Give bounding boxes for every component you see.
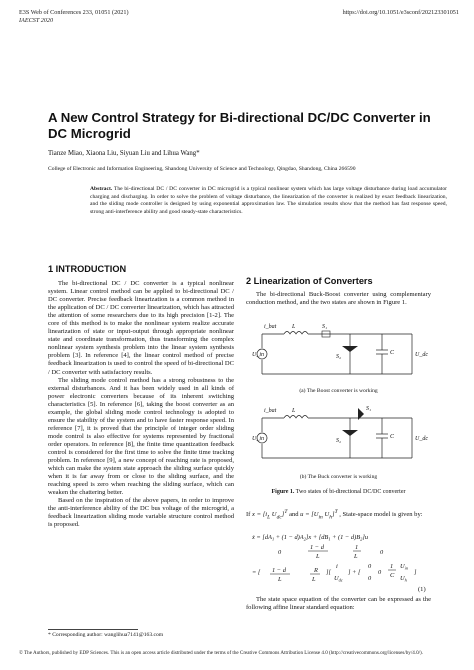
state-space-equation [250,530,435,592]
svg-text:C: C [390,572,395,579]
label-inductor: L [292,324,296,330]
svg-text:i: i [336,563,338,570]
introduction-body [48,280,234,529]
label-s1: S₁ [322,324,328,330]
svg-text:0: 0 [378,569,382,576]
abstract-text: The bi-directional DC / DC converter in DC microgrid is a typical nonlinear system which has large voltage disturbance during load accumulator charging and discharging. In order to solve the problem of voltage disturbance, the linearization of the converter is realized by exact feedback linearization, and the sliding mode controller is designed by using exponential approximation law. The simulation results show that the method has fast response speed, strong anti-interference ability and good steady-state characteristics. [90,186,447,215]
paragraph: The bi-directional DC / DC converter is a typical nonlinear system. Linear control method can be applied to bi-directional DC / DC converter. Precise feedback linearization is a common method in the application of DC / DC converter linearization, which has attracted the attention of some researchers due to its high precision [1-2]. The core of this method is to make the nonlinear system realize accurate linearization of state or input-output through appropriate nonlinear state and coordinate transformation, thus transforming the complex nonlinear system synthesis problem into the linear system synthesis problem [3]. In reference [4], the linear control method of precise feedback linearization is used to control the speed of bi-directional DC / DC converter with satisfactory results. [48,280,234,376]
svg-text:L: L [354,553,358,560]
label-uin: U_in [252,352,264,358]
label-c-b: C [390,434,395,440]
svg-text:0: 0 [380,549,384,556]
svg-text:]: ] [414,569,417,576]
svg-text:L: L [278,576,282,583]
and-text: and [289,511,299,519]
figure-label: Figure 1. [271,489,295,495]
svg-text:0: 0 [368,563,372,570]
section-heading-introduction: 1 INTRODUCTION [48,264,127,274]
svg-text:0: 0 [278,549,282,556]
abstract-label: Abstract. [90,186,113,192]
state-text: , State-space model is given by: [339,511,423,519]
abstract [90,186,447,216]
boost-converter-diagram [252,316,430,384]
svg-text:1: 1 [390,563,394,570]
svg-text:L: L [312,576,316,583]
svg-text:Uin: $U_{in}$ [400,563,409,571]
svg-text:Uh: $U_h$ [400,575,407,583]
svg-text:0: 0 [368,575,372,582]
svg-text:L: L [316,553,320,560]
svg-text:= [: = [ [252,569,261,576]
input-vector: $u = [U_{in}$ $U_h]^T$ [300,509,338,521]
state-definition [246,508,431,522]
label-uin-b: U_in [252,436,264,442]
label-i-bat-b: i_bat [264,408,277,414]
footnote-rule [48,629,138,630]
svg-text:1 − d: 1 − d [272,567,286,574]
section-heading-linearization: 2 Linearization of Converters [246,276,373,286]
svg-text:][: ][ [326,569,331,576]
svg-text:] + [: ] + [ [348,569,361,576]
svg-text:R: R [314,567,318,574]
svg-text:ẋ = [dA1 + (1 − d)A2]x + [dB1: ẋ = $[dA_1 + (1 - d)A_2]x + [dB_1 + (1 - d)B_2]u$ [252,534,369,542]
state-vector: $x = [i_L$ $U_{dc}]^T$ [252,509,288,521]
equation-number: (1) [418,586,426,593]
affine-intro [246,596,431,612]
journal-name: E3S Web of Conferences 233, 01051 (2021) [19,9,129,16]
authors: Tianze Miao, Xiaona Liu, Siyuan Liu and Lihua Wang* [48,150,200,157]
label-s1-b: S₁ [366,406,372,412]
paragraph: The state space equation of the converter can be expressed as the following affine linear standard equation: [246,596,431,612]
label-s2: S₂ [336,354,342,360]
label-inductor-b: L [292,408,296,414]
linearization-intro [246,291,431,307]
label-udc: U_dc [415,352,428,358]
paper-title: A New Control Strategy for Bi-directional DC/DC Converter in DC Microgrid [48,110,431,141]
paragraph: The sliding mode control method has a strong robustness to the external disturbances. And it has been widely used in all kinds of power electronic converters because of its inherent switching characteristics [5]. In reference [6], taking the boost converter as an example, the global sliding mode control technology is adopted to ensure the stability of the system and to have faster response speed. In reference [7], it is proved that the principle of integer order sliding mode control is also effective for systems represented by fractional order operators. In reference [8], the finite time quantization feedback control is considered for the first time to solve the finite time tracking problem. In reference [9], a new concept of reaching rate is proposed, which can make the system state approach the sliding surface quickly when it is far away from or close to the sliding surface, and the reaching speed is zero when reaching the sliding surface, which can weaken the chattering better. [48,376,234,497]
if-text: If [246,511,251,519]
figure-caption-text: Two states of bi-directional DC/DC converter [295,489,406,495]
label-c: C [390,350,395,356]
figure-a-caption: (a) The Boost converter is working [299,388,378,394]
figure-caption [246,489,431,495]
figure-b-caption: (b) The Buck converter is working [299,474,378,480]
svg-text:Udc: $U_{dc}$ [334,575,343,583]
label-s2-b: S₂ [336,438,342,444]
paragraph: The bi-directional Buck-Boost converter using complementary conduction method, and the two states are shown in Figure 1. [246,291,431,307]
conference-name: IAECST 2020 [19,17,54,24]
label-udc-b: U_dc [415,436,428,442]
svg-text:1: 1 [355,544,359,551]
footnote: * Corresponding author: wanglihua7141@163.com [48,632,164,638]
buck-converter-diagram [252,400,430,468]
doi-link[interactable]: https://doi.org/10.1051/e3sconf/202123301051 [342,9,459,16]
license-text: © The Authors, published by EDP Sciences. This is an open access article distributed under the terms of the Creative Commons Attribution License 4.0 (http://creativecommons.org/licenses/by/4.0/). [19,650,424,656]
affiliation: College of Electronic and Information Engineering, Shandong University of Science and Technology, Qingdao, Shandong, China 266590 [48,166,356,172]
label-i-bat: i_bat [264,324,277,330]
paragraph: Based on the inspiration of the above papers, in order to improve the anti-interference ability of the DC bus voltage of the microgrid, a feedback linearization sliding mode variable structure control method is proposed. [48,497,234,529]
svg-text:1 − d: 1 − d [310,544,324,551]
